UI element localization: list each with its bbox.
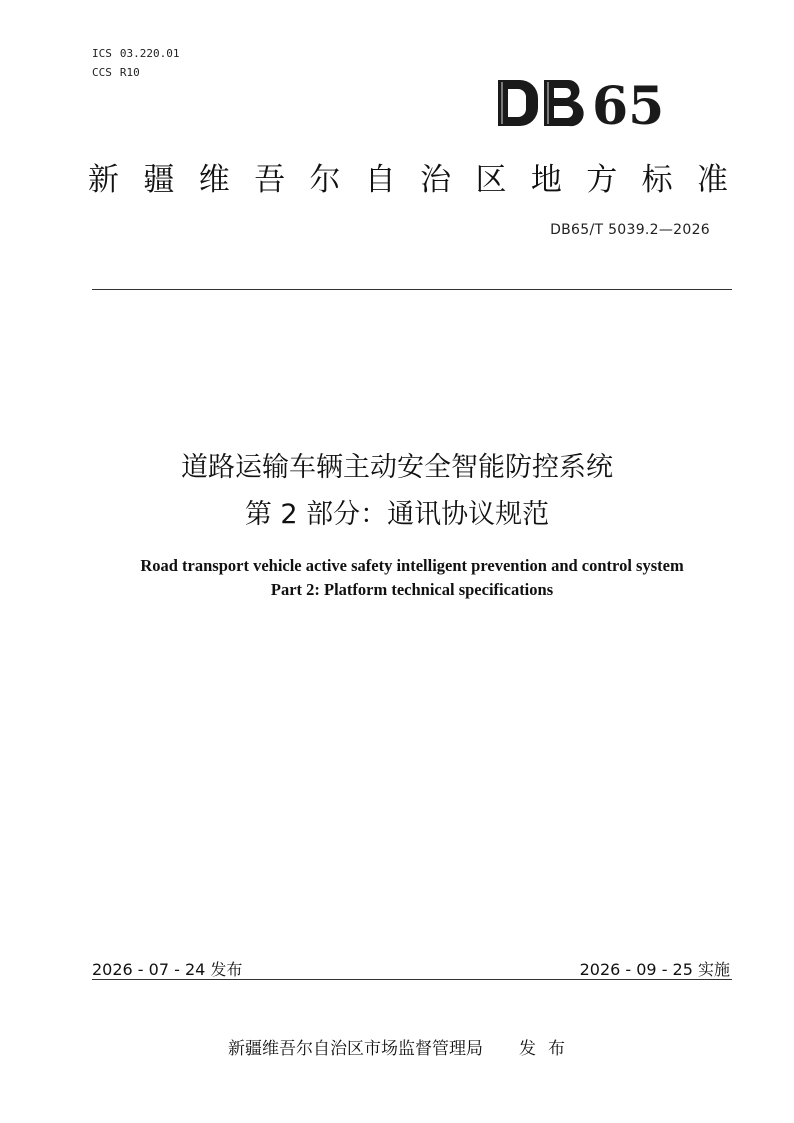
title-char: 吾 (254, 162, 286, 198)
title-char: 尔 (309, 162, 341, 198)
ccs-code: R10 (119, 66, 140, 79)
title-char: 自 (364, 162, 396, 198)
db65-logo (496, 76, 674, 130)
classification-codes (92, 44, 187, 82)
issuer-line (228, 1034, 577, 1059)
ics-row (92, 44, 187, 63)
ccs-label: CCS (92, 66, 112, 79)
title-char: 地 (530, 162, 562, 198)
standard-number: DB65/T 5039.2—2026 (550, 222, 710, 238)
ics-code: 03.220.01 (119, 47, 180, 60)
title-char: 准 (696, 162, 728, 198)
bottom-divider (92, 979, 732, 980)
chinese-title-line-1: 道路运输车辆主动安全智能防控系统 (181, 452, 613, 483)
svg-text:65: 65 (592, 76, 665, 130)
title-char: 治 (420, 162, 452, 198)
publish-date: 2026 - 07 - 24 发布 (92, 960, 243, 979)
title-char: 疆 (143, 162, 175, 198)
standard-type-title (88, 158, 728, 202)
implement-date: 2026 - 09 - 25 实施 (579, 960, 730, 979)
title-char: 方 (586, 162, 618, 198)
ics-label: ICS (92, 47, 112, 60)
title-char: 区 (475, 162, 507, 198)
ccs-row (92, 63, 187, 82)
english-title-line-2: Part 2: Platform technical specifications (270, 580, 554, 599)
chinese-title-line-2: 第 2 部分：通讯协议规范 (244, 499, 550, 530)
top-divider (92, 289, 732, 290)
issue-action: 发布 (519, 1039, 577, 1059)
issuer-name: 新疆维吾尔自治区市场监督管理局 (228, 1039, 483, 1059)
title-char: 新 (88, 162, 119, 198)
english-title-line-1: Road transport vehicle active safety intelligent prevention and control system (140, 556, 684, 575)
title-char: 维 (198, 162, 230, 198)
title-char: 标 (641, 162, 673, 198)
